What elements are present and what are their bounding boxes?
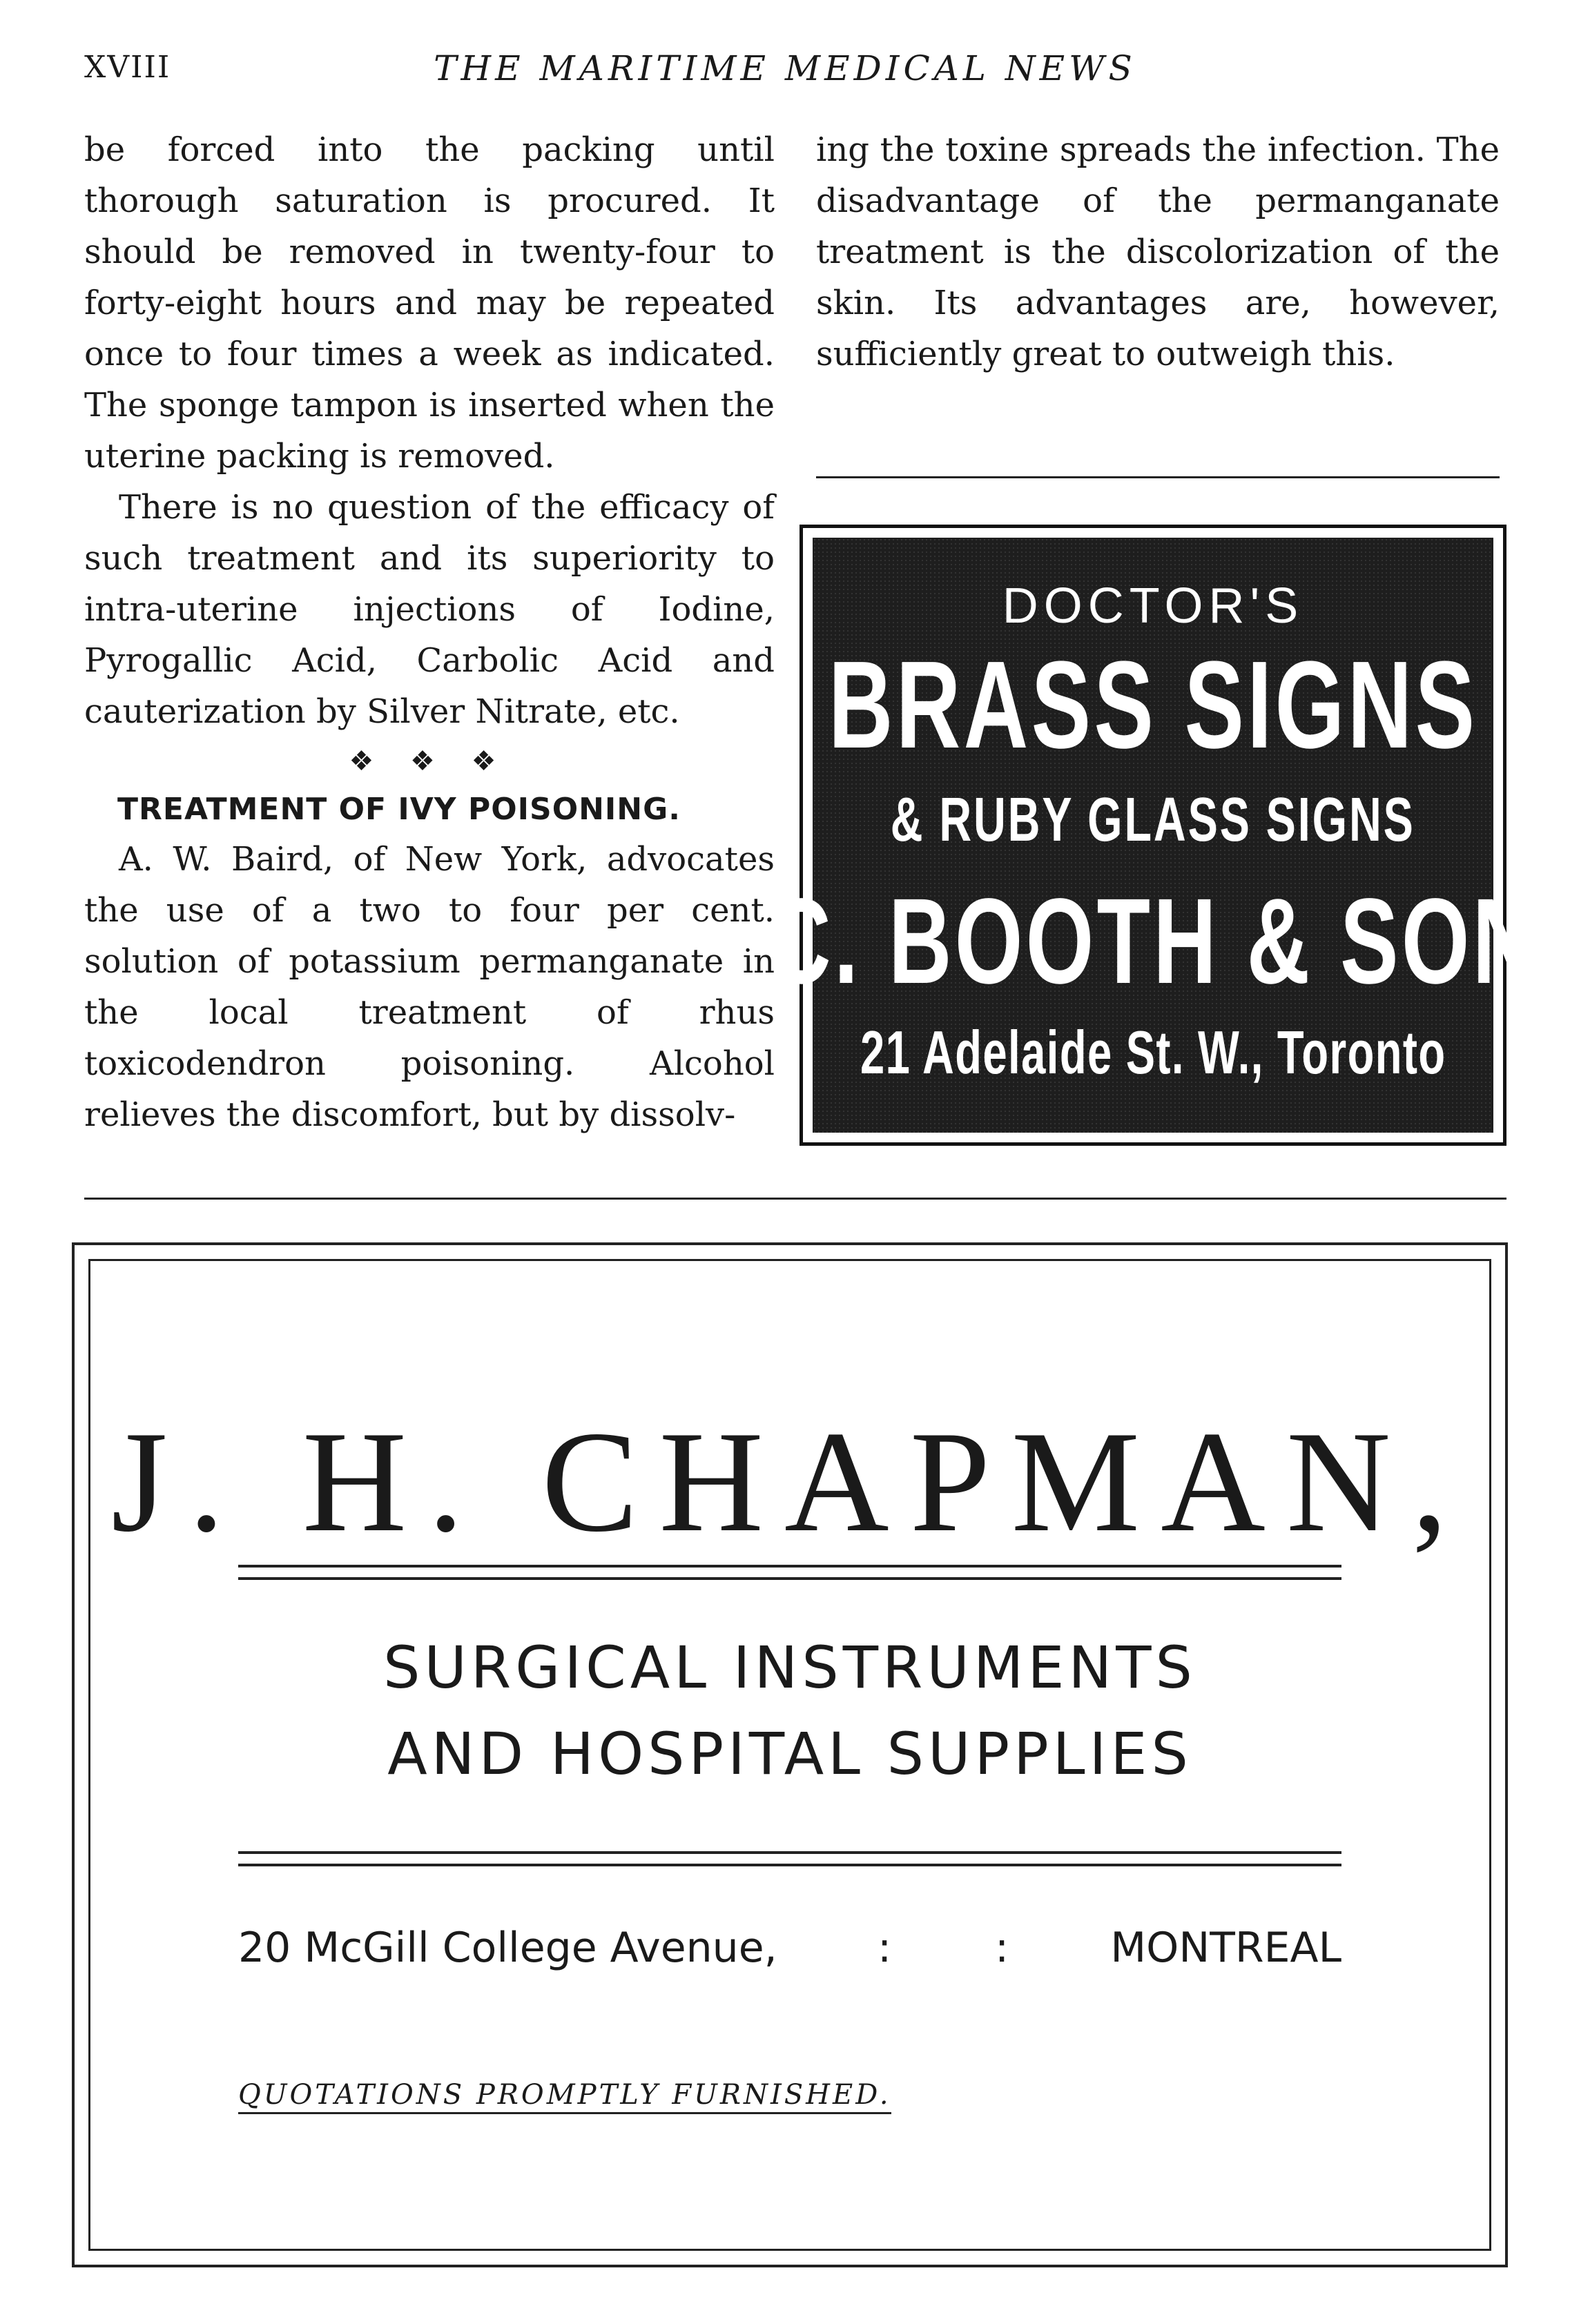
running-head: THE MARITIME MEDICAL NEWS [434, 48, 1136, 88]
quotation-note: QUOTATIONS PROMPTLY FURNISHED. [238, 2079, 891, 2114]
advertisement-frame [88, 1259, 1491, 2251]
tagline-line-1: SURGICAL INSTRUMENTS [383, 1634, 1196, 1701]
paragraph: be forced into the packing until thorough saturation is procured. It should be removed in twenty-four to forty-eight hours and may be repeated once to four times a week as indicated. The sponge tampon is inserted when the uterine packing is removed. [84, 130, 775, 476]
ad-kicker: DOCTOR'S [1002, 578, 1304, 634]
right-column [816, 124, 1500, 380]
section-rule [84, 1198, 1506, 1200]
ad-subheadline: & RUBY GLASS SIGNS [891, 785, 1415, 855]
paragraph: A. W. Baird, of New York, advocates the use of a two to four per cent. solution of potassium permanganate in the local treatment of rhus toxicodendron poisoning. Alcohol relieves the discomfort, but by dissolv- [84, 840, 775, 1134]
ad-company-name: C. BOOTH & SON [767, 874, 1539, 1009]
street-address: 20 McGill College Avenue, [238, 1924, 777, 1972]
paragraph: There is no question of the efficacy of such treatment and its superiority to intra-uterine injections of Iodine, Pyrogallic Acid, Carbolic Acid and cauterization by Silver Nitrate, etc. [84, 488, 775, 731]
ornament-divider: ❖ ❖ ❖ [349, 745, 510, 777]
tagline-line-2: AND HOSPITAL SUPPLIES [387, 1720, 1192, 1788]
page-number: XVIII [84, 50, 171, 85]
city: MONTREAL [1110, 1924, 1341, 1972]
column-rule [816, 476, 1500, 478]
double-rule [238, 1851, 1341, 1866]
ad-address: 21 Adelaide St. W., Toronto [860, 1018, 1446, 1086]
brass-signs-advertisement [767, 525, 1539, 1146]
ad-headline: BRASS SIGNS [828, 636, 1478, 774]
section-heading: TREATMENT OF IVY POISONING. [117, 792, 681, 827]
company-name: J. H. CHAPMAN, [110, 1402, 1469, 1562]
separator: : [995, 1924, 1009, 1972]
paragraph: ing the toxine spreads the infection. The disadvantage of the permanganate treatment is the discolorization of the skin. Its advantages are, however, sufficiently great to outweigh this. [816, 130, 1500, 373]
double-rule [238, 1565, 1341, 1580]
left-column [84, 124, 775, 1140]
chapman-advertisement [72, 1242, 1508, 2267]
advertisement-panel [767, 538, 1539, 1133]
separator: : [878, 1924, 892, 1972]
